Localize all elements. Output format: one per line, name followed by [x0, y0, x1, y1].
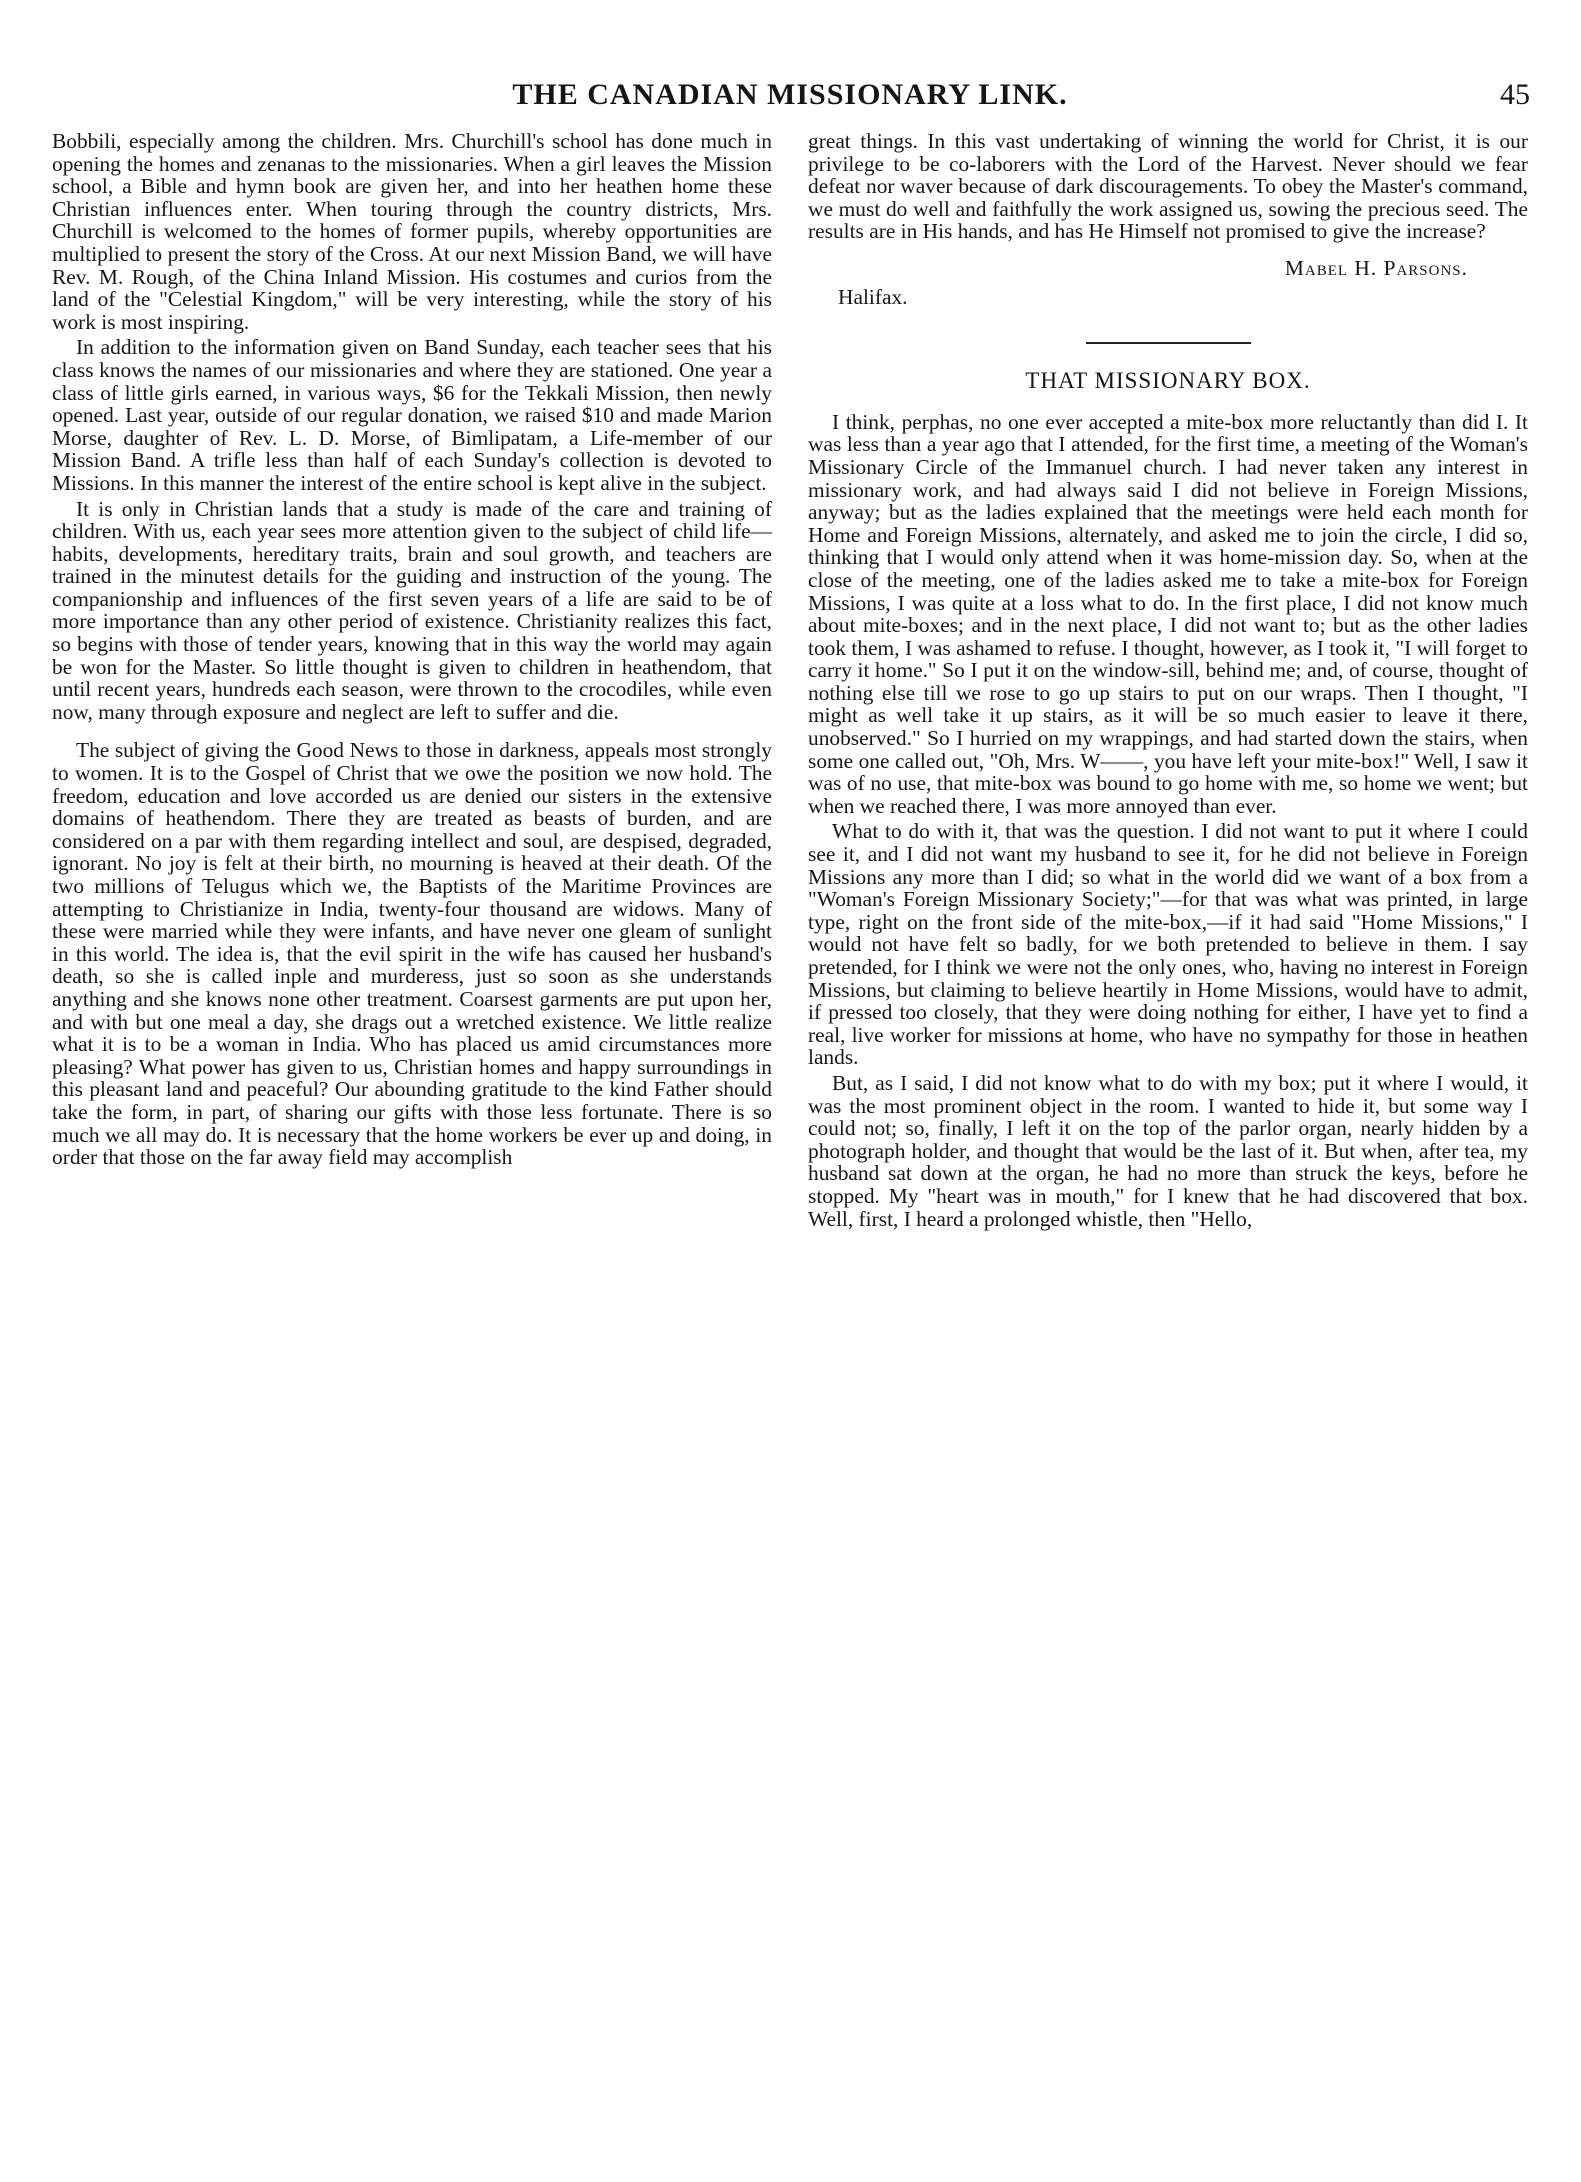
author-signature: Mabel H. Parsons. [1284, 255, 1468, 280]
paragraph: It is only in Christian lands that a study is made of the care and training of children. With us, each year sees more attention given to the subject of child life—habits, developments, hereditary traits, brain and soul growth, and teachers are trained in the minutest details for the guiding and instruction of the young. The companionship and influences of the first seven years of a life are said to be of more importance than any other period of existence. Christianity realizes this fact, so begins with those of tender years, knowing that in this way the world may again be won for the Master. So little thought is given to children in heathendom, that until recent years, hundreds each season, were thrown to the crocodiles, while even now, many through exposure and neglect are left to suffer and die. [52, 496, 772, 724]
article-title: THAT MISSIONARY BOX. [1025, 368, 1311, 394]
paragraph: But, as I said, I did not know what to do with my box; put it where I would, it was the most prominent object in the room. I wanted to hide it, but some way I could not; so, finally, I left it on the top of the parlor organ, nearly hidden by a photograph holder, and thought that would be the last of it. But when, after tea, my husband sat down at the organ, he had no more than struck the keys, before he stopped. My "heart was in mouth," for I knew that he had discovered that box. Well, first, I heard a prolonged whistle, then "Hello, [808, 1070, 1528, 1231]
right-column [808, 130, 1528, 1230]
section-divider [1086, 342, 1251, 344]
paragraph: Bobbili, especially among the children. Mrs. Churchill's school has done much in opening the homes and zenanas to the missionaries. When a girl leaves the Mission school, a Bible and hymn book are given her, and into her heathen home these Christian influences enter. When touring through the country districts, Mrs. Churchill is welcomed to the homes of former pupils, whereby opportunities are multiplied to present the story of the Cross. At our next Mission Band, we will have Rev. M. Rough, of the China Inland Mission. His costumes and curios from the land of the "Celestial Kingdom," will be very interesting, while the story of his work is most inspiring. [52, 129, 772, 334]
paragraph: What to do with it, that was the question. I did not want to put it where I could see it, and I did not want my husband to see it, for he did not believe in Foreign Missions any more than I did; so what in the world did we want of a box from a "Woman's Foreign Missionary Society;"—for that was what was printed, in large type, right on the front side of the mite-box,—if it had said "Home Missions," I would not have felt so badly, for we both pretended to believe in them. I say pretended, for I think we were not the only ones, who, having no interest in Foreign Missions, but claiming to believe heartily in Home Missions, would have to admit, if pressed too closely, that they were doing nothing for either, I have yet to find a real, live worker for missions at home, who have no sympathy for those in heathen lands. [808, 819, 1528, 1070]
page-header [50, 78, 1530, 118]
paragraph: The subject of giving the Good News to those in darkness, appeals most strongly to women. It is to the Gospel of Christ that we owe the position we now hold. The freedom, education and love accorded us are denied our sisters in the extensive domains of heathendom. There they are treated as beasts of burden, and are considered on a par with them regarding intellect and soul, are despised, degraded, ignorant. No joy is felt at their birth, no mourning is heaved at their death. Of the two millions of Telugus which we, the Baptists of the Maritime Provinces are attempting to Christianize in India, twenty-four thousand are widows. Many of these were married while they were infants, and have never one gleam of sunlight in this world. The idea is, that the evil spirit in the wife has caused her husband's death, so she is called inple and murderess, just so soon as she understands anything and she knows none other treatment. Coarsest garments are put upon her, and with but one meal a day, she drags out a wretched existence. We little realize what it is to be a woman in India. Who has placed us amid circumstances more pleasing? What power has given to us, Christian homes and happy surroundings in this pleasant land and peaceful? Our abounding gratitude to the kind Father should take the form, in part, of sharing our gifts with those less fortunate. There is so much we all may do. It is necessary that the home workers be ever up and doing, in order that those on the far away field may accomplish [52, 738, 772, 1170]
paragraph: I think, perphas, no one ever accepted a mite-box more reluctantly than did I. It was less than a year ago that I attended, for the first time, a meeting of the Woman's Missionary Circle of the Immanuel church. I had never taken any interest in missionary work, and had always said I did not believe in Foreign Missions, anyway; but as the ladies explained that the meetings were held each month for Home and Foreign Missions, alternately, and asked me to join the circle, I did so, thinking that I would only attend when it was home-mission day. So, when at the close of the meeting, one of the ladies asked me to take a mite-box for Foreign Missions, I was quite at a loss what to do. In the first place, I did not know much about mite-boxes; and in the next place, I did not want to; but as the other ladies took them, I was ashamed to refuse. I thought, however, as I took it, "I will forget to carry it home." So I put it on the window-sill, behind me; and, of course, thought of nothing else till we rose to go up stairs to put on our wraps. Then I thought, "I might as well take it up stairs, as it will be so much easier to leave it there, unobserved." So I hurried on my wrappings, and had started down the stairs, when some one called out, "Oh, Mrs. W——, you have left your mite-box!" Well, I saw it was of no use, that mite-box was bound to go home with me, so home we went; but when we reached there, I was more annoyed than ever. [808, 409, 1528, 818]
author-place: Halifax. [838, 284, 908, 309]
paragraph: great things. In this vast undertaking of winning the world for Christ, it is our privilege to be co-laborers with the Lord of the Harvest. Never should we fear defeat nor waver because of dark discouragements. To obey the Master's command, we must do well and faithfully the work assigned us, sowing the precious seed. The results are in His hands, and has He Himself not promised to give the increase? [808, 129, 1528, 244]
publication-title: THE CANADIAN MISSIONARY LINK. [512, 78, 1068, 111]
left-column [52, 130, 772, 1169]
paragraph: In addition to the information given on Band Sunday, each teacher sees that his class knows the names of our missionaries and where they are stationed. One year a class of little girls earned, in various ways, $6 for the Tekkali Mission, then newly opened. Last year, outside of our regular donation, we raised $10 and made Marion Morse, daughter of Rev. L. D. Morse, of Bimlipatam, a Life-member of our Mission Band. A trifle less than half of each Sunday's collection is devoted to Missions. In this manner the interest of the entire school is kept alive in the subject. [52, 335, 772, 495]
page-number: 45 [1500, 78, 1530, 111]
